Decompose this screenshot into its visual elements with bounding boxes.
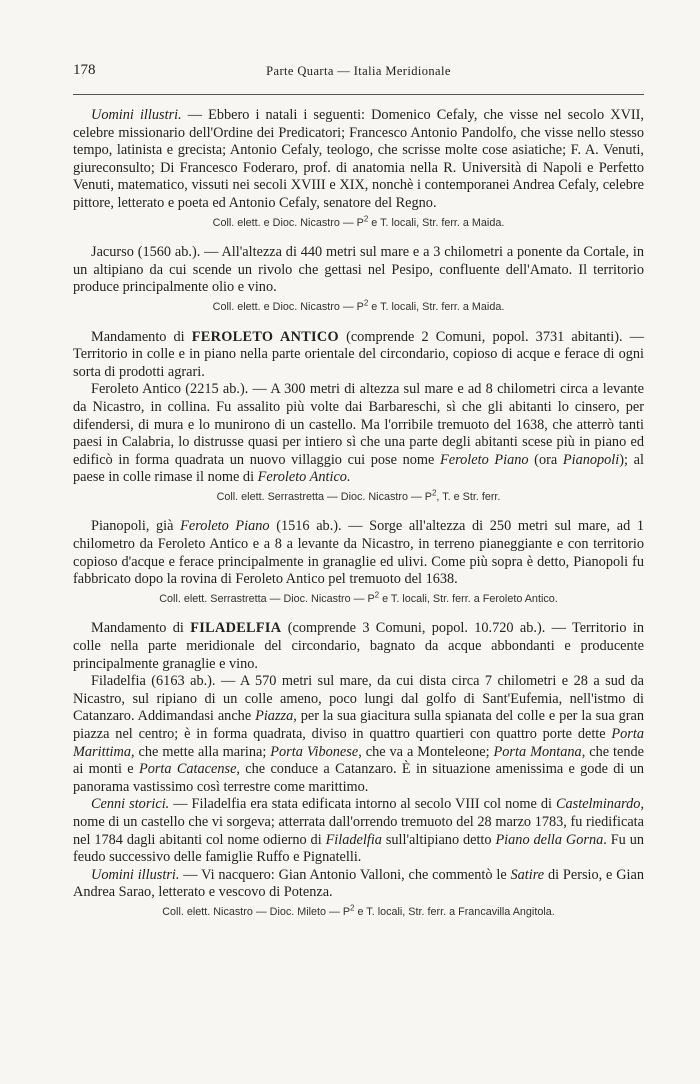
italic-term: Porta Vibonese [270,743,359,760]
italic-term: Porta Montana [493,743,582,760]
italic-term: Feroleto Piano [440,451,529,468]
note-text: Coll. elett. Serrastretta — Dioc. Nicastro — P [159,592,375,605]
footnote-line [73,904,644,922]
paragraph-text: — Filadelfia era stata edificata intorno al secolo VIII col nome di [169,796,556,813]
footnote-line [73,215,644,233]
paragraph-text: , che mette alla marina; [130,743,271,760]
footnote-line [73,591,644,609]
paragraph-text: , nome di un castello che vi sorgeva; atterrata dall'orrendo tremuoto del 28 marzo 1783, fu riedificata nel 1784 dagli abitanti col nome odierno di [73,796,645,848]
paragraph-lead: Mandamento di [91,620,191,637]
paragraph-text: , per la sua giacitura sulla spianata del colle e per la sua gran piazza nel centro; è in forma quadrata, diviso in quattro quartieri con quattro porte dette [73,708,644,742]
note-text: Coll. elett. Serrastretta — Dioc. Nicastro — P [216,490,432,503]
paragraph-lead: Jacurso [91,244,134,261]
note-text: Coll. elett. Nicastro — Dioc. Mileto — P [162,905,351,918]
paragraph-mandamento-feroleto [73,329,644,382]
note-sup: 2 [350,903,355,913]
paragraph-text: sull'altipiano detto [381,831,496,848]
footnote-line [73,489,644,507]
note-text: e T. locali, Str. ferr. a Francavilla Angitola. [354,905,555,918]
paragraph-filadelfia [73,673,644,796]
note-sup: 2 [431,488,437,498]
note-text: Coll. elett. e Dioc. Nicastro — P [212,300,364,313]
paragraph-lead: Feroleto Antico [91,381,182,398]
note-text: e T. locali, Str. ferr. a Maida. [368,216,505,229]
italic-term: Feroleto Antico. [257,469,351,486]
paragraph-text: (comprende 2 Comuni, popol. 3731 abitanti). — Territorio in colle e in piano nella parte orientale del circondario, copioso di acque e ferace di ogni sorta di prodotti agrari. [73,328,644,380]
paragraph-text: (1516 ab.). — Sorge all'altezza di 250 metri sul mare, ad 1 chilometro da Feroleto Antico e a 8 a levante da Nicastro, in terreno pianeggiante e con territorio copioso d'acque e ferace principalmente in granaglie ed ulivi. Come più sopra è detto, Pianopoli fu fabbricato dopo la rovina di Feroleto Antico pel tremuoto del 1638. [73,518,644,588]
footnote-line [73,299,644,317]
paragraph-text: (6163 ab.). — A 570 metri sul mare, da cui dista circa 7 chilometri e 28 a sud da Nicastro, sul ripiano di un colle ameno, poco lungi dal golfo di Sant'Eufemia, nell'istmo di Catanzaro. Addimandasi anche [73,673,644,725]
paragraph-text: (ora [528,451,563,468]
paragraph-text: di Persio, e Gian Andrea Sarao, letterato e vescovo di Potenza. [73,866,644,901]
note-text: , T. e Str. ferr. [436,490,501,503]
paragraph-pianopoli [73,518,644,588]
mandamento-name: FEROLETO ANTICO [191,328,339,345]
paragraph-uomini-illustri-2 [73,867,644,902]
paragraph-lead: Filadelfia [91,673,146,690]
italic-term: Porta Catacense [138,761,237,778]
note-sup: 2 [363,213,369,223]
paragraph-jacurso [73,244,644,297]
page-body [73,107,644,934]
paragraph-lead: Cenni storici. [91,796,170,813]
page-header [73,62,644,84]
italic-term: Feroleto Piano [180,518,270,535]
paragraph-text: (comprende 3 Comuni, popol. 10.720 ab.). — Territorio in colle nella parte meridionale del circondario, bagnato da acque abbondanti e producente principalmente granaglie e vino. [73,620,644,672]
paragraph-text: — Ebbero i natali i seguenti: Domenico Cefaly, che visse nel secolo XVII, celebre missionario dell'Ordine dei Predicatori; Francesco Antonio Pandolfo, che visse nello stesso tempo, latinista e grecista; Antonio Cefaly, teologo, che scrisse molte cose asiatiche; F. A. Venuti, giureconsulto; Di Francesco Foderaro, prof. di anatomia nella R. Università di Napoli e Perfetto Venuti, matematico, vissuti nei secoli XVIII e XIX, nonchè i contemporanei Andrea Cefaly, celebre pittore, letterato e poeta ed Antonio Cefaly, senatore del Regno. [73,107,645,211]
italic-term: Filadelfia [325,831,382,848]
note-text: Coll. elett. e Dioc. Nicastro — P [212,216,364,229]
italic-term: Piano della Gorna [495,831,604,848]
note-sup: 2 [374,590,380,600]
note-text: e T. locali, Str. ferr. a Feroleto Antico. [379,592,558,605]
italic-term: Piazza [255,708,294,725]
paragraph-cenni-storici [73,796,644,866]
mandamento-name: FILADELFIA [190,620,282,637]
paragraph-feroleto-antico [73,381,644,487]
running-title: Parte Quarta — Italia Meridionale [266,64,451,78]
paragraph-mandamento-filadelfia [73,620,644,673]
paragraph-text: . Fu un feudo successivo delle famiglie Ruffo e Pignatelli. [73,831,644,866]
paragraph-lead: Uomini illustri. [91,107,182,123]
italic-term: Satire [510,866,545,883]
note-sup: 2 [363,298,369,308]
paragraph-lead: Pianopoli [91,518,146,535]
paragraph-text: (1560 ab.). — All'altezza di 440 metri sul mare e a 3 chilometri a ponente da Cortale, in un altipiano da cui scende un rivolo che gettasi nel Pesipo, confluente dell'Amato. Il territorio produce principalmente olio e vino. [73,244,644,296]
paragraph-lead: Mandamento di [91,328,192,345]
paragraph-text: , che va a Monteleone; [358,743,494,760]
paragraph-text: ); al paese in colle rimase il nome di [73,451,644,486]
paragraph-text: , già [145,518,181,535]
page-number: 178 [73,62,96,78]
note-text: e T. locali, Str. ferr. a Maida. [368,300,505,313]
paragraph-uomini-illustri-1 [73,107,644,213]
paragraph-text: , che conduce a Catanzaro. È in situazione amenissima e gode di un panorama vastissimo così terrestre come marittimo. [73,761,644,795]
paragraph-text: , che tende ai monti e [73,743,644,778]
italic-term: Castelminardo [555,796,641,813]
paragraph-text: (2215 ab.). — A 300 metri di altezza sul mare e ad 8 chilometri circa a levante da Nicastro, in collina. Fu assalito più volte dai Barbareschi, sì che gli abitanti lo cinsero, per difendersi, di mura e lo munirono di un castello. Ma l'orribile tremuoto del 1638, che atterrò tanti paesi in Calabria, lo distrusse quasi per intiero sì che una parte degli abitanti scese più in piano ed edificò in forma quadrata un nuovo villaggio cui pose nome [73,381,645,468]
paragraph-lead: Uomini illustri. [91,866,180,883]
italic-term: Pianopoli [562,451,620,468]
italic-term: Porta Marittima [73,726,644,760]
header-rule [73,94,644,95]
paragraph-text: — Vi nacquero: Gian Antonio Valloni, che commentò le [179,866,511,883]
